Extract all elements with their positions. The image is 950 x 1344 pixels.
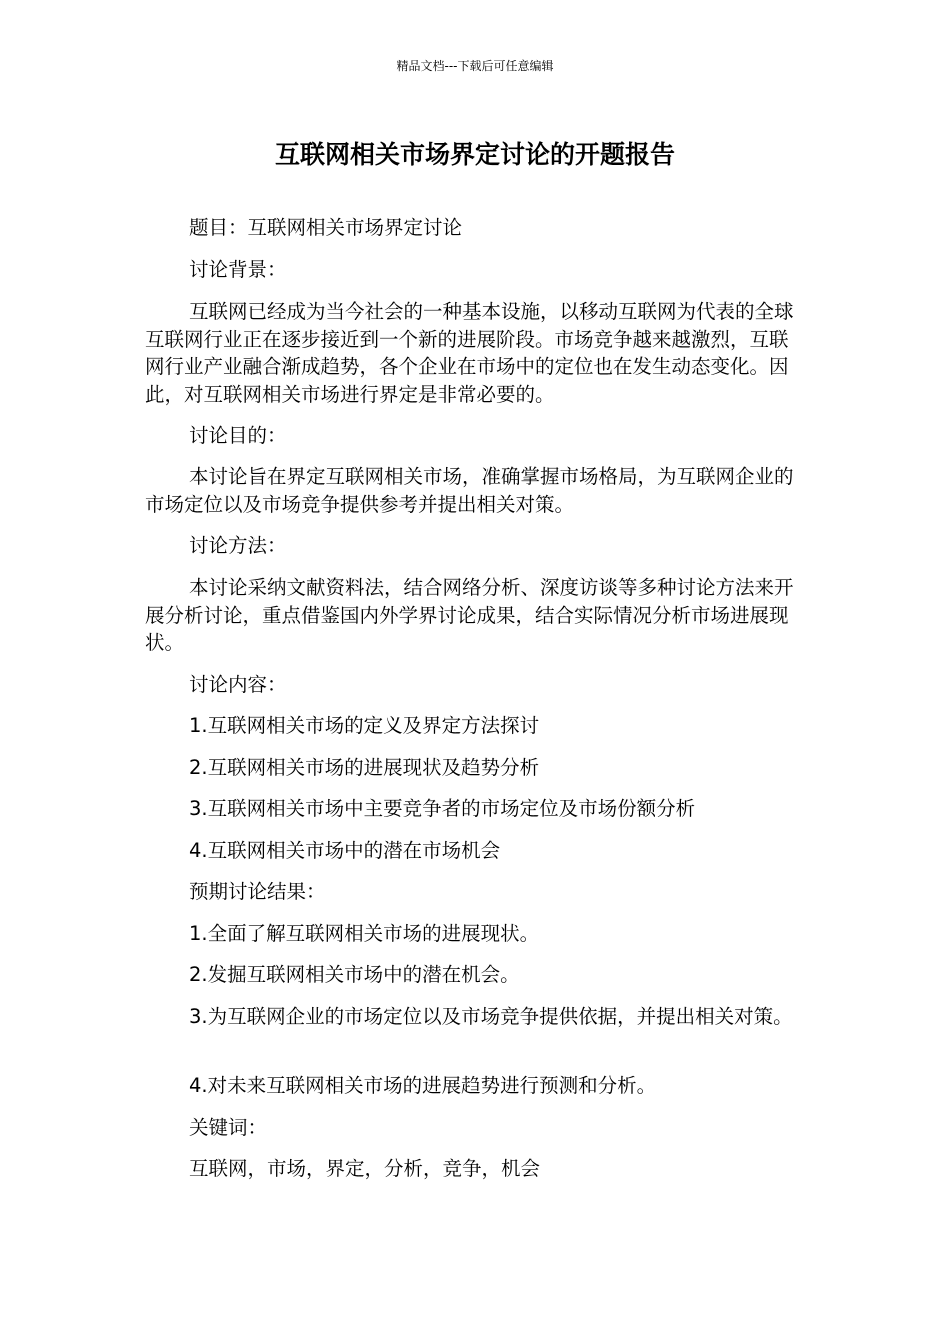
section-heading-background: 讨论背景： — [189, 258, 287, 281]
content-item: 2.互联网相关市场的进展现状及趋势分析 — [189, 756, 540, 779]
result-item: 1.全面了解互联网相关市场的进展现状。 — [189, 922, 540, 945]
result-item: 2.发掘互联网相关市场中的潜在机会。 — [189, 963, 520, 986]
section-heading-content: 讨论内容： — [189, 673, 287, 696]
page-header-note: 精品文档---下载后可任意编辑 — [396, 59, 554, 73]
content-item: 1.互联网相关市场的定义及界定方法探讨 — [189, 714, 540, 737]
section-heading-expected-results: 预期讨论结果： — [189, 880, 326, 903]
document-title: 互联网相关市场界定讨论的开题报告 — [274, 140, 675, 169]
section-heading-purpose: 讨论目的： — [189, 424, 287, 447]
method-paragraph: 本讨论采纳文献资料法，结合网络分析、深度访谈等多种讨论方法来开展分析讨论，重点借鉴国内外学界讨论成果，结合实际情况分析市场进展现状。 — [145, 576, 794, 654]
result-item: 4.对未来互联网相关市场的进展趋势进行预测和分析。 — [189, 1074, 657, 1097]
section-heading-keywords: 关键词： — [189, 1116, 268, 1139]
section-heading-method: 讨论方法： — [189, 534, 287, 557]
purpose-paragraph: 本讨论旨在界定互联网相关市场，准确掌握市场格局，为互联网企业的市场定位以及市场竞争提供参考并提出相关对策。 — [145, 465, 794, 516]
content-item: 4.互联网相关市场中的潜在市场机会 — [189, 839, 501, 862]
keywords-line: 互联网，市场，界定，分析，竞争，机会 — [189, 1157, 541, 1180]
topic-line: 题目：互联网相关市场界定讨论 — [189, 216, 463, 239]
result-item: 3.为互联网企业的市场定位以及市场竞争提供依据，并提出相关对策。 — [189, 1005, 793, 1028]
content-item: 3.互联网相关市场中主要竞争者的市场定位及市场份额分析 — [189, 797, 696, 820]
background-paragraph: 互联网已经成为当今社会的一种基本设施，以移动互联网为代表的全球互联网行业正在逐步接近到一个新的进展阶段。市场竞争越来越激烈，互联网行业产业融合渐成趋势，各个企业在市场中的定位也在发生动态变化。因此，对互联网相关市场进行界定是非常必要的。 — [145, 300, 794, 406]
